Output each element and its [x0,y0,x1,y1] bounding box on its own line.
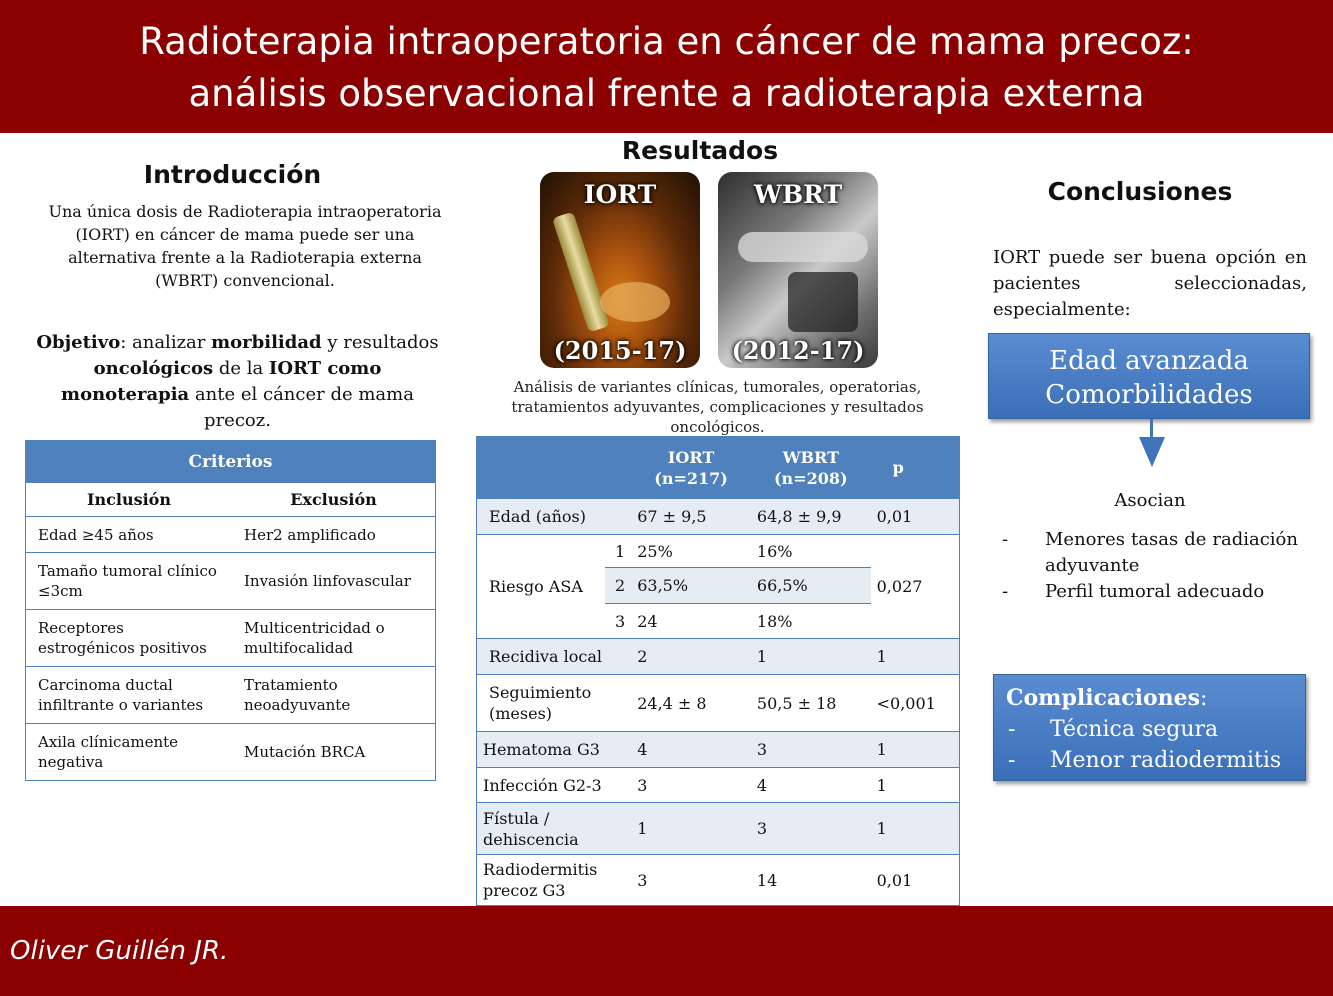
exclusion-cell: Multicentricidad o multifocalidad [232,610,436,667]
asa-iort: 63,5% [631,568,751,604]
poster-footer [0,906,1333,996]
recidiva-label: Recidiva local [477,639,632,675]
inclusion-cell: Tamaño tumoral clínico ≤3cm [26,553,232,610]
seguimiento-label: Seguimiento (meses) [477,675,632,732]
results-header-row [477,437,960,499]
asa-wbrt: 18% [751,604,871,639]
inclusion-cell: Receptores estrogénicos positivos [26,610,232,667]
objective-part: : analizar [120,332,212,353]
patient-profile-box [988,333,1310,419]
asa-level: 3 [605,604,632,639]
patient-shape [788,272,858,332]
box1-line2: Comorbilidades [1045,380,1253,410]
list-item: - Menores tasas de radiación adyuvante [1000,527,1298,579]
edad-wbrt: 64,8 ± 9,9 [751,499,871,535]
complications-title: Complicaciones [1006,685,1201,711]
table-row [477,639,960,675]
asocian-label: Asocian [1114,490,1186,511]
asa-wbrt: 66,5% [751,568,871,604]
iort-photo-years: (2015-17) [553,336,687,365]
edad-p: 0,01 [871,499,960,535]
exclusion-cell: Tratamiento neoadyuvante [232,667,436,724]
iort-header-n: (n=217) [654,468,728,488]
fistula-label: Fístula / dehiscencia [477,803,632,855]
objective-part: y resultados [321,332,439,353]
arrow-stem [1150,419,1153,439]
conclusions-text: IORT puede ser buena opción en pacientes seleccionadas, especialmente: [993,247,1307,320]
p-header: p [871,437,960,499]
radiodermitis-iort: 3 [631,855,751,906]
asa-p: 0,027 [871,535,960,639]
criteria-table [25,440,436,781]
inclusion-cell: Axila clínicamente negativa [26,724,232,781]
wbrt-photo [718,172,878,368]
applicator-shape [552,212,610,333]
fistula-wbrt: 3 [751,803,871,855]
poster-header [0,0,1333,133]
table-row [477,732,960,768]
inclusion-cell: Edad ≥45 años [26,517,232,553]
inclusion-cell: Carcinoma ductal infiltrante o variantes [26,667,232,724]
hematoma-iort: 4 [631,732,751,768]
iort-header [631,437,751,499]
asa-iort: 24 [631,604,751,639]
objective-part: de la [213,358,269,379]
infeccion-label: Infección G2-3 [477,768,632,803]
objective-bold: IORT como monoterapia [61,358,382,405]
asa-level: 1 [615,541,626,561]
fistula-p: 1 [871,803,960,855]
radiodermitis-p: 0,01 [871,855,960,906]
intro-title: Introducción [143,160,322,189]
table-row [477,535,960,568]
exclusion-cell: Her2 amplificado [232,517,436,553]
complications-colon: : [1200,686,1208,711]
wbrt-header-label: WBRT [782,447,839,467]
seguimiento-wbrt: 50,5 ± 18 [751,675,871,732]
iort-header-label: IORT [667,447,715,467]
exclusion-cell: Invasión linfovascular [232,553,436,610]
objective-bold: oncológicos [93,358,214,379]
fistula-iort: 1 [631,803,751,855]
infeccion-p: 1 [871,768,960,803]
objective-label: Objetivo [36,332,121,353]
radiodermitis-label: Radiodermitis precoz G3 [477,855,632,906]
table-row [26,610,436,667]
results-table [476,436,960,906]
hematoma-label: Hematoma G3 [477,732,632,768]
hematoma-p: 1 [871,732,960,768]
box1-line1: Edad avanzada [1049,346,1249,376]
list-item: - Perfil tumoral adecuado [1000,579,1298,605]
asa-level: 2 [605,568,632,604]
objective-bold: morbilidad [211,332,322,353]
asa-wbrt: 16% [756,541,793,561]
edad-label: Edad (años) [477,499,632,535]
asa-iort: 25% [637,541,673,561]
objective-text [30,330,445,434]
list-item: - Técnica segura [1006,714,1293,745]
table-row [477,675,960,732]
table-row [477,803,960,855]
exclusion-cell: Mutación BRCA [232,724,436,781]
conclusions-title: Conclusiones [1047,177,1233,206]
criteria-title: Criterios [26,441,436,483]
inclusion-header: Inclusión [26,483,232,517]
complications-heading [1006,683,1293,714]
wbrt-photo-years: (2012-17) [731,336,865,365]
seguimiento-p: <0,001 [871,675,960,732]
iort-photo-label: IORT [583,180,657,209]
radiodermitis-wbrt: 14 [751,855,871,906]
seguimiento-iort: 24,4 ± 8 [631,675,751,732]
infeccion-iort: 3 [631,768,751,803]
exclusion-header: Exclusión [232,483,436,517]
table-row [26,517,436,553]
table-row [26,667,436,724]
recidiva-wbrt: 1 [751,639,871,675]
analysis-text: Análisis de variantes clínicas, tumorales, operatorias, tratamientos adyuvantes, complicaciones y resultados oncológicos. [511,378,924,436]
asa-label: Riesgo ASA [477,535,605,639]
poster-title-line1: Radioterapia intraoperatoria en cáncer de mama precoz: [139,20,1194,63]
complications-box [993,674,1306,781]
linac-gantry-shape [738,232,868,262]
empty-header [477,437,632,499]
list-item: - Menor radiodermitis [1006,745,1293,776]
table-row [26,553,436,610]
table-row [477,855,960,906]
objective-part: ante el cáncer de mama precoz. [189,384,414,431]
results-title: Resultados [621,136,779,165]
surgical-field-shape [600,282,670,322]
recidiva-iort: 2 [631,639,751,675]
complications-list [1006,714,1293,776]
iort-photo [540,172,700,368]
conclusions-list [1000,527,1298,605]
hematoma-wbrt: 3 [751,732,871,768]
poster-title-line2: análisis observacional frente a radioterapia externa [188,72,1145,115]
wbrt-photo-label: WBRT [753,180,843,209]
wbrt-header-n: (n=208) [773,468,848,488]
author-name: Oliver Guillén JR. [10,936,229,966]
edad-iort: 67 ± 9,5 [631,499,751,535]
table-row [477,768,960,803]
arrow-down-icon [1139,437,1165,467]
table-row [477,499,960,535]
wbrt-header [751,437,871,499]
infeccion-wbrt: 4 [751,768,871,803]
intro-text: Una única dosis de Radioterapia intraoperatoria (IORT) en cáncer de mama puede ser una alternativa frente a la Radioterapia externa (WBRT) convencional. [48,202,442,290]
table-row [26,724,436,781]
recidiva-p: 1 [871,639,960,675]
